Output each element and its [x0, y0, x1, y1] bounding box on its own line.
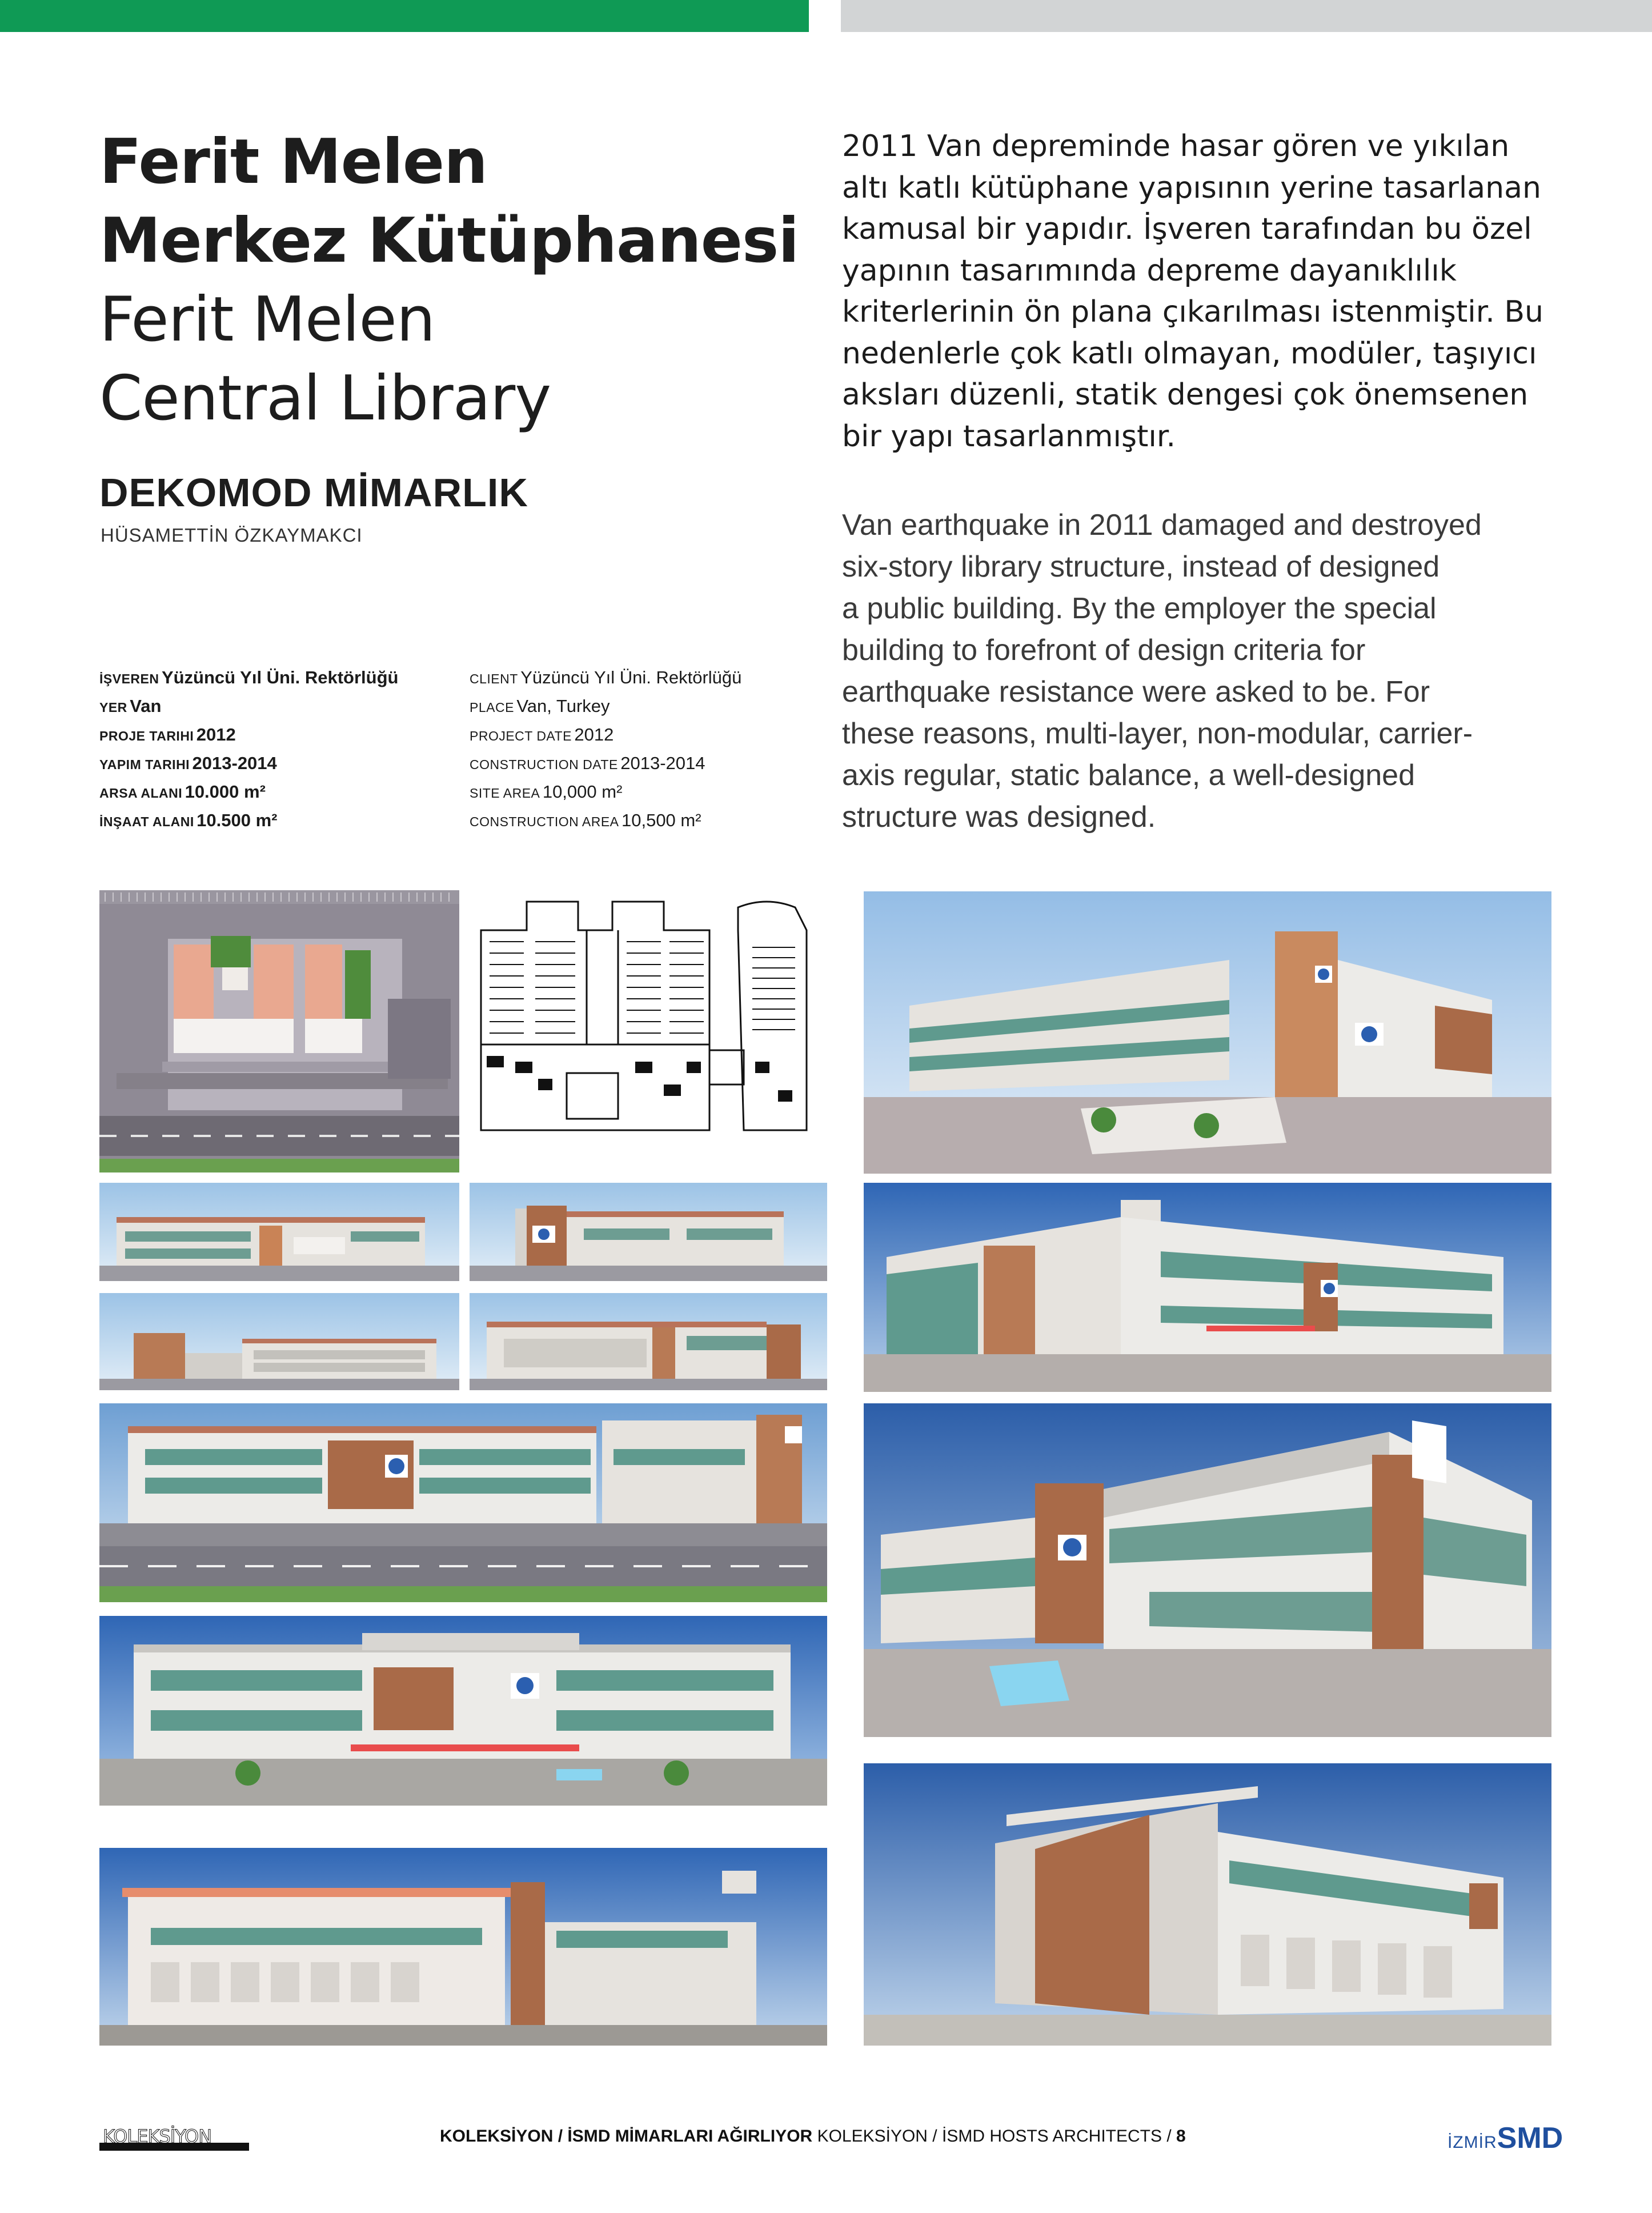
- fact-label: CONSTRUCTION DATE: [470, 757, 618, 772]
- fact-row: [470, 753, 741, 782]
- fact-value: 2013-2014: [620, 753, 705, 773]
- text-line: axis regular, static balance, a well-designed: [842, 759, 1416, 792]
- fact-label: CLIENT: [470, 671, 518, 686]
- front-elevation-image: [99, 1403, 827, 1602]
- title-en-line1: Ferit Melen: [99, 284, 435, 355]
- fact-row: [470, 667, 741, 696]
- fact-row: [99, 753, 398, 782]
- fact-value: 2012: [574, 725, 614, 745]
- text-line: altı katlı kütüphane yapısının yerine tasarlanan: [842, 170, 1541, 205]
- fact-value: Van: [130, 696, 162, 716]
- fact-row: [470, 725, 741, 753]
- fact-value: 10,000 m²: [542, 782, 623, 802]
- footer-caption-regular: KOLEKSİYON / İSMD HOSTS ARCHITECTS /: [812, 2127, 1172, 2146]
- text-line: nedenlerle çok katlı olmayan, modüler, taşıyıcı: [842, 336, 1537, 371]
- fact-row: [470, 810, 741, 839]
- text-line: six-story library structure, instead of designed: [842, 550, 1440, 583]
- text-line: Van earthquake in 2011 damaged and destroyed: [842, 509, 1482, 542]
- perspective-render-2: [864, 1183, 1551, 1392]
- fact-row: [470, 782, 741, 810]
- firm-name: DEKOMOD MİMARLIK: [99, 470, 528, 515]
- text-line: these reasons, multi-layer, non-modular, carrier-: [842, 717, 1473, 750]
- fact-label: PROJECT DATE: [470, 729, 572, 743]
- title-tr-line2: Merkez Kütüphanesi: [99, 205, 799, 277]
- site-plan-image: [99, 890, 459, 1172]
- fact-value: 2013-2014: [192, 753, 277, 773]
- header-bar-grey: [841, 0, 1652, 32]
- fact-row: [99, 667, 398, 696]
- fact-value: Yüzüncü Yıl Üni. Rektörlüğü: [520, 667, 742, 687]
- side-render-image: [99, 1848, 827, 2046]
- logo-big-text: SMD: [1497, 2122, 1563, 2155]
- fact-label: İŞVEREN: [99, 671, 159, 686]
- footer-caption-bold: KOLEKSİYON / İSMD MİMARLARI AĞIRLIYOR: [440, 2127, 813, 2146]
- facts-tr: [99, 667, 398, 839]
- description-tr: [842, 126, 1585, 457]
- text-line: kamusal bir yapıdır. İşveren tarafından bu özel: [842, 212, 1532, 246]
- fact-value: 2012: [196, 725, 236, 745]
- logo-small-text: İZMİR: [1447, 2133, 1497, 2152]
- facts-en: [470, 667, 741, 839]
- page-number: 8: [1171, 2127, 1186, 2146]
- fact-label: İNŞAAT ALANI: [99, 814, 194, 829]
- elevation-image-1: [99, 1183, 459, 1281]
- text-line: 2011 Van depreminde hasar gören ve yıkılan: [842, 129, 1510, 163]
- fact-row: [99, 725, 398, 753]
- elevation-image-4: [470, 1293, 827, 1390]
- fact-value: Yüzüncü Yıl Üni. Rektörlüğü: [161, 667, 399, 687]
- text-line: a public building. By the employer the special: [842, 592, 1437, 625]
- elevation-image-2: [470, 1183, 827, 1281]
- text-line: building to forefront of design criteria for: [842, 634, 1366, 667]
- fact-row: [470, 696, 741, 725]
- text-line: structure was designed.: [842, 801, 1156, 834]
- fact-label: CONSTRUCTION AREA: [470, 814, 619, 829]
- fact-label: ARSA ALANI: [99, 786, 183, 801]
- perspective-render-1: [864, 891, 1551, 1174]
- fact-row: [99, 810, 398, 839]
- fact-label: PLACE: [470, 700, 514, 715]
- fact-label: PROJE TARIHI: [99, 729, 194, 743]
- fact-row: [99, 782, 398, 810]
- text-line: bir yapı tasarlanmıştır.: [842, 419, 1176, 454]
- text-line: kriterlerinin ön plana çıkarılması istenmiştir. Bu: [842, 295, 1543, 329]
- fact-label: YER: [99, 700, 127, 715]
- izmir-smd-logo: [1447, 2121, 1563, 2155]
- perspective-render-4: [864, 1763, 1551, 2046]
- fact-value: 10.000 m²: [185, 782, 266, 802]
- footer-caption: [440, 2127, 1186, 2146]
- floor-plan-image: [470, 890, 827, 1172]
- title-en-line2: Central Library: [99, 363, 551, 434]
- fact-value: 10.500 m²: [197, 810, 278, 830]
- text-line: yapının tasarımında depreme dayanıklılık: [842, 253, 1457, 288]
- text-line: earthquake resistance were asked to be. For: [842, 675, 1430, 709]
- header-bar-green: [0, 0, 809, 32]
- title-tr-line1: Ferit Melen: [99, 126, 488, 198]
- description-en: [842, 505, 1607, 838]
- project-title: [99, 123, 842, 438]
- elevation-image-3: [99, 1293, 459, 1390]
- fact-value: 10,500 m²: [621, 810, 701, 830]
- fact-value: Van, Turkey: [516, 696, 610, 716]
- front-render-image: [99, 1616, 827, 1806]
- perspective-render-3: [864, 1403, 1551, 1737]
- fact-row: [99, 696, 398, 725]
- text-line: aksları düzenli, statik dengesi çok önemsenen: [842, 378, 1529, 412]
- footer-brand-logo: [99, 2126, 249, 2151]
- fact-label: SITE AREA: [470, 786, 540, 801]
- architect-name: HÜSAMETTİN ÖZKAYMAKCI: [101, 525, 363, 546]
- fact-label: YAPIM TARIHI: [99, 757, 190, 772]
- brand-text: KOLEKSİYON: [103, 2126, 212, 2147]
